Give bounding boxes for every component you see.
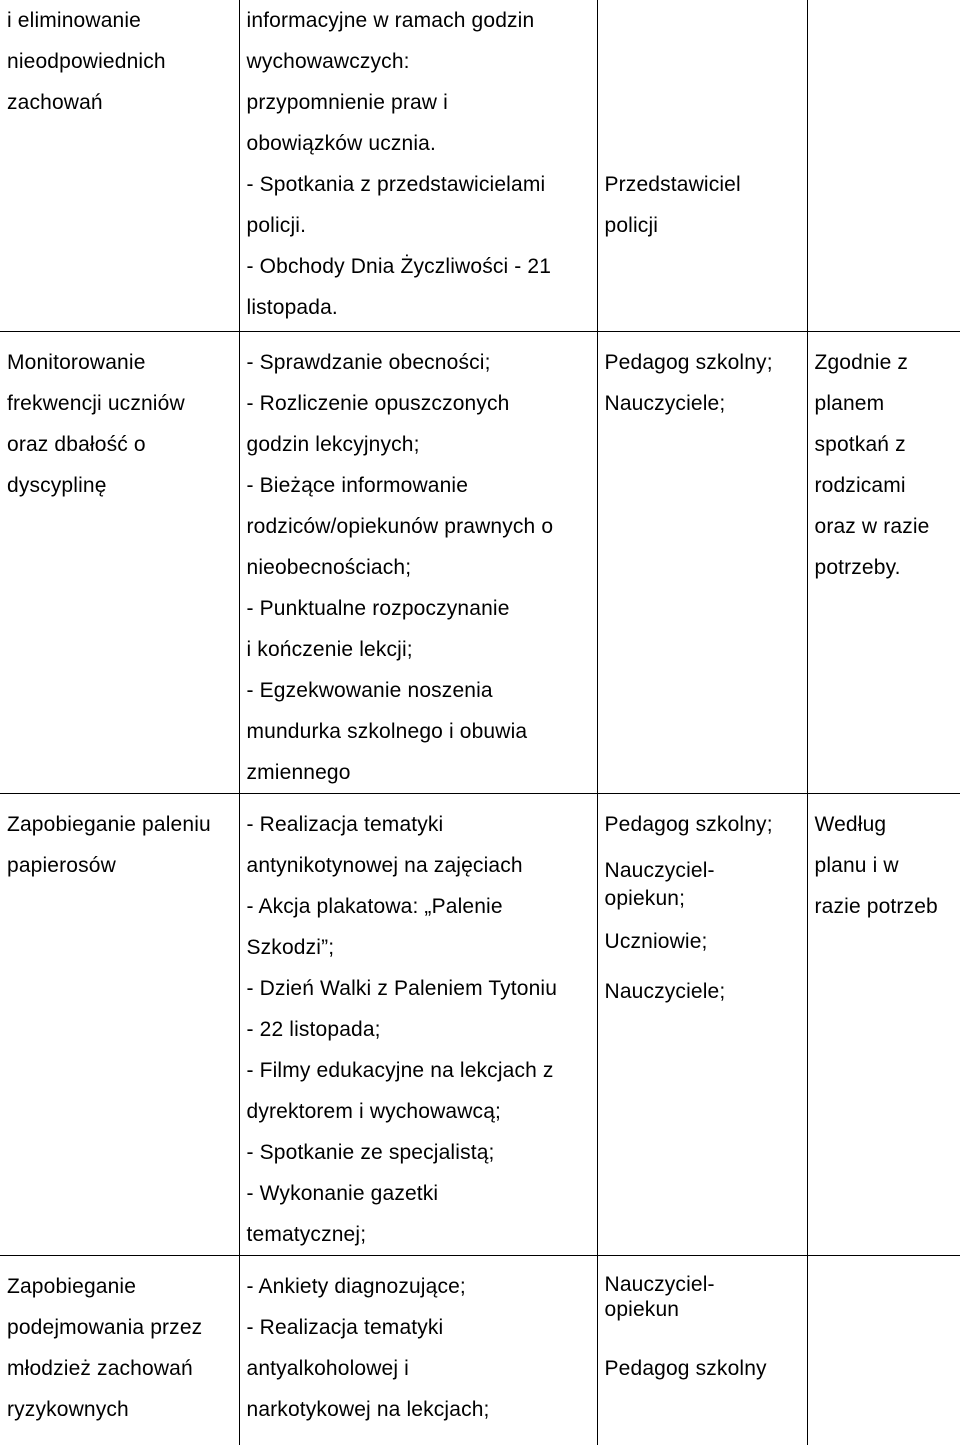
- cell-line: - Rozliczenie opuszczonych: [247, 383, 597, 424]
- cell-line: - Obchody Dnia Życzliwości - 21: [247, 246, 597, 287]
- cell-line: mundurka szkolnego i obuwia: [247, 711, 597, 752]
- cell-line: - Realizacja tematyki: [247, 804, 597, 845]
- cell-line: Szkodzi”;: [247, 927, 597, 968]
- cell-line: wychowawczych:: [247, 41, 597, 82]
- cell-line: papierosów: [7, 845, 239, 886]
- cell-line: - Bieżące informowanie: [247, 465, 597, 506]
- cell-line: rodzicami: [815, 465, 960, 506]
- cell-line: policji.: [247, 205, 597, 246]
- cell-line: - Akcja plakatowa: „Palenie: [247, 886, 597, 927]
- cell-line: nieodpowiednich: [7, 41, 239, 82]
- goal-cell: [0, 793, 239, 1255]
- cell-line: - Egzekwowanie noszenia: [247, 670, 597, 711]
- cell-line: rodziców/opiekunów prawnych o: [247, 506, 597, 547]
- cell-line: Pedagog szkolny;: [605, 804, 807, 845]
- table-row: [0, 793, 960, 1255]
- cell-line: Nauczyciel-: [605, 1272, 807, 1297]
- cell-line: godzin lekcyjnych;: [247, 424, 597, 465]
- term-cell: [807, 331, 960, 793]
- cell-line: opiekun: [605, 1297, 807, 1322]
- cell-line: listopada.: [247, 287, 597, 328]
- tasks-cell: [239, 793, 597, 1255]
- cell-line: i eliminowanie: [7, 0, 239, 41]
- cell-line: Według: [815, 804, 960, 845]
- goal-cell: [0, 331, 239, 793]
- cell-line: policji: [605, 205, 807, 246]
- cell-line: zachowań: [7, 82, 239, 123]
- cell-line: - Dzień Walki z Paleniem Tytoniu: [247, 968, 597, 1009]
- table-row: [0, 0, 960, 331]
- cell-line: - Punktualne rozpoczynanie: [247, 588, 597, 629]
- cell-line: - Filmy edukacyjne na lekcjach z: [247, 1050, 597, 1091]
- goal-cell: [0, 0, 239, 331]
- cell-line: narkotykowej na lekcjach;: [247, 1389, 597, 1430]
- responsible-cell: [597, 331, 807, 793]
- term-cell: [807, 0, 960, 331]
- cell-line: oraz dbałość o: [7, 424, 239, 465]
- cell-line: - Ankiety diagnozujące;: [247, 1266, 597, 1307]
- cell-line: dyscyplinę: [7, 465, 239, 506]
- cell-line: młodzież zachowań: [7, 1348, 239, 1389]
- cell-line: opiekun;: [605, 886, 807, 911]
- cell-line: obowiązków ucznia.: [247, 123, 597, 164]
- cell-line: podejmowania przez: [7, 1307, 239, 1348]
- cell-line: spotkań z: [815, 424, 960, 465]
- responsible-cell: [597, 793, 807, 1255]
- cell-line: antynikotynowej na zajęciach: [247, 845, 597, 886]
- cell-line: - Wykonanie gazetki: [247, 1173, 597, 1214]
- cell-line: Nauczyciele;: [605, 383, 807, 424]
- cell-line: - Realizacja tematyki: [247, 1307, 597, 1348]
- cell-line: Przedstawiciel: [605, 164, 807, 205]
- cell-line: frekwencji uczniów: [7, 383, 239, 424]
- cell-line: razie potrzeb: [815, 886, 960, 927]
- cell-line: zmiennego: [247, 752, 597, 793]
- cell-line: potrzeby.: [815, 547, 960, 588]
- cell-line: oraz w razie: [815, 506, 960, 547]
- responsible-cell: [597, 0, 807, 331]
- cell-line: - 22 listopada;: [247, 1009, 597, 1050]
- responsible-cell: [597, 1255, 807, 1445]
- cell-line: ryzykownych: [7, 1389, 239, 1430]
- cell-line: - Spotkania z przedstawicielami: [247, 164, 597, 205]
- tasks-cell: [239, 0, 597, 331]
- cell-line: nieobecnościach;: [247, 547, 597, 588]
- term-cell: [807, 793, 960, 1255]
- cell-line: - Sprawdzanie obecności;: [247, 342, 597, 383]
- cell-line: tematycznej;: [247, 1214, 597, 1255]
- term-cell: [807, 1255, 960, 1445]
- cell-line: informacyjne w ramach godzin: [247, 0, 597, 41]
- cell-line: dyrektorem i wychowawcą;: [247, 1091, 597, 1132]
- cell-line: Monitorowanie: [7, 342, 239, 383]
- tasks-cell: [239, 331, 597, 793]
- cell-line: Zapobieganie paleniu: [7, 804, 239, 845]
- cell-line: przypomnienie praw i: [247, 82, 597, 123]
- cell-line: Zgodnie z: [815, 342, 960, 383]
- cell-line: - Spotkanie ze specjalistą;: [247, 1132, 597, 1173]
- cell-line: planu i w: [815, 845, 960, 886]
- cell-line: Pedagog szkolny: [605, 1322, 807, 1389]
- cell-line: i kończenie lekcji;: [247, 629, 597, 670]
- cell-line: Nauczyciele;: [605, 962, 807, 1017]
- cell-line: planem: [815, 383, 960, 424]
- cell-line: Pedagog szkolny;: [605, 342, 807, 383]
- cell-line: Nauczyciel-: [605, 845, 807, 886]
- cell-line: Uczniowie;: [605, 911, 807, 962]
- tasks-cell: [239, 1255, 597, 1445]
- cell-line: Zapobieganie: [7, 1266, 239, 1307]
- cell-line: antyalkoholowej i: [247, 1348, 597, 1389]
- table-row: [0, 1255, 960, 1445]
- table-row: [0, 331, 960, 793]
- goal-cell: [0, 1255, 239, 1445]
